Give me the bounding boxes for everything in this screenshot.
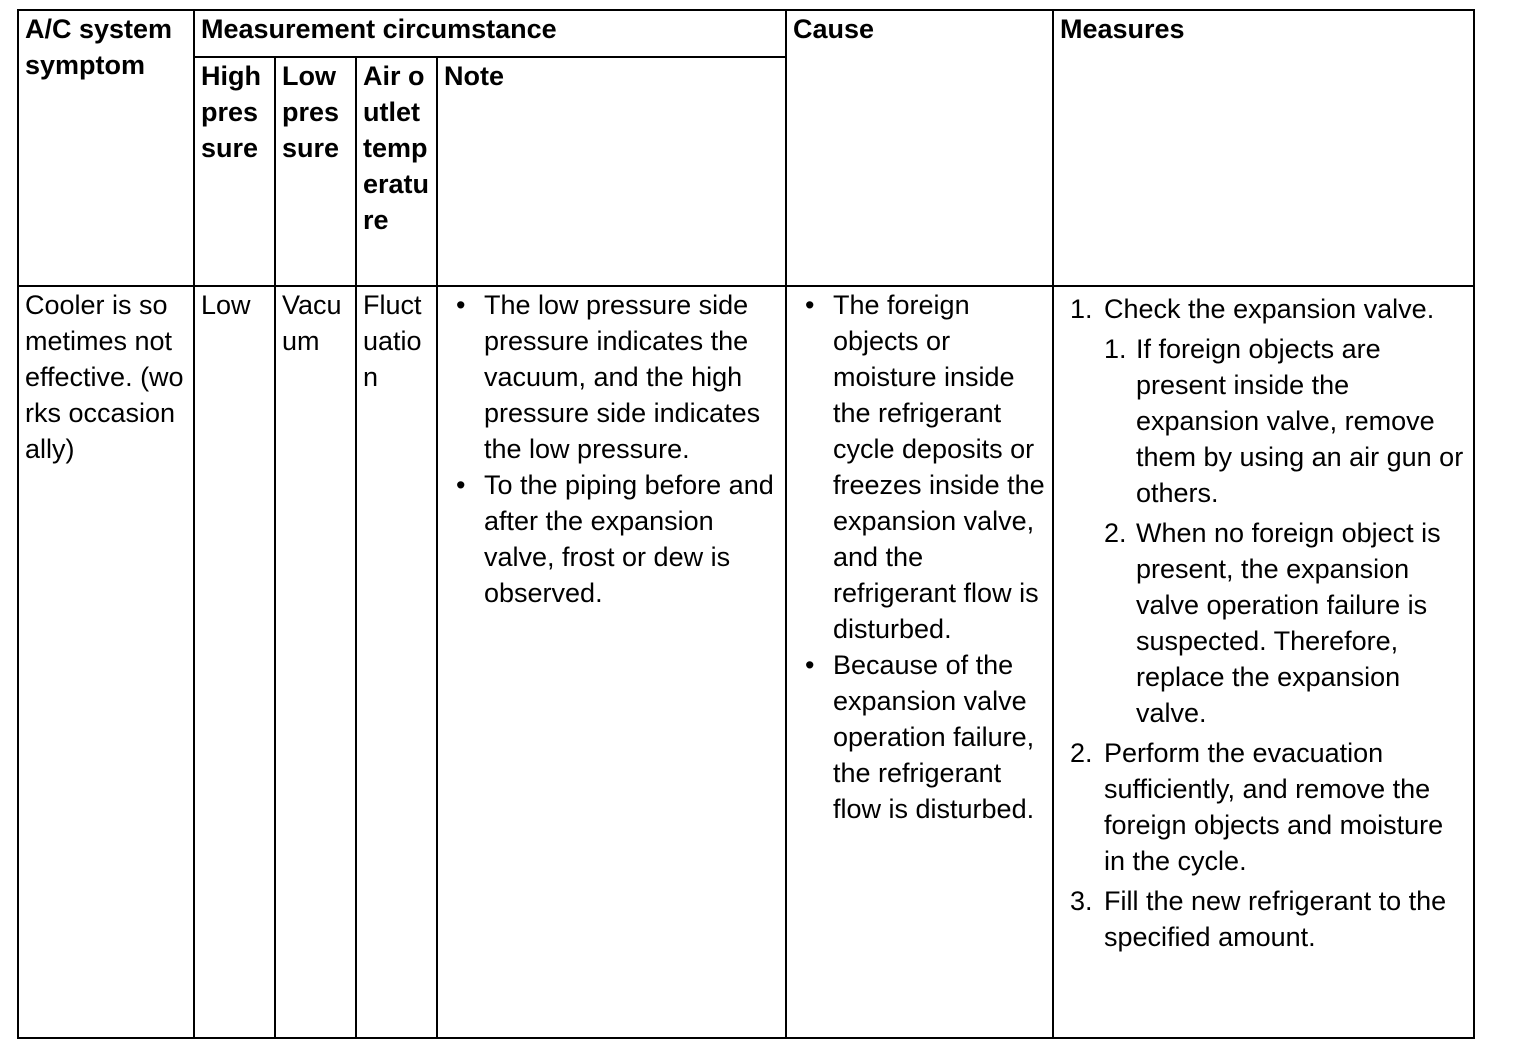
measure-substep-2 [1104,515,1467,731]
measure-substeps [1104,331,1467,731]
header-low-pressure: Low pressure [275,57,356,286]
cell-symptom: Cooler is sometimes not effective. (works occasionally) [18,286,194,1038]
table-row [18,286,1474,1038]
note-item: • The low pressure side pressure indicates the vacuum, and the high pressure side indicates the low pressure. [444,287,779,467]
cell-note [437,286,786,1038]
header-cause: Cause [786,10,1053,286]
substep-text: When no foreign object is present, the expansion valve operation failure is suspected. Therefore, replace the expansion valve. [1136,518,1441,728]
header-high-pressure: High pressure [194,57,275,286]
cell-high-pressure: Low [194,286,275,1038]
measures-list [1070,291,1467,955]
header-row-1 [18,10,1474,57]
measure-step-1 [1070,291,1467,731]
substep-number: 2. [1104,518,1127,548]
step-number: 2. [1070,738,1093,768]
cause-list [793,287,1046,827]
cell-air-outlet-temperature: Fluctuation [356,286,437,1038]
step-text: Fill the new refrigerant to the specified amount. [1104,886,1447,952]
header-measures: Measures [1053,10,1474,286]
substep-text: If foreign objects are present inside the expansion valve, remove them by using an air gun or others. [1136,334,1464,508]
cell-measures [1053,286,1474,1038]
header-air-outlet-temperature: Air outlet temperature [356,57,437,286]
header-symptom: A/C system symptom [18,10,194,286]
measure-step-3 [1070,883,1467,955]
note-item: • To the piping before and after the expansion valve, frost or dew is observed. [444,467,779,611]
header-measurement-circumstance: Measurement circumstance [194,10,786,57]
measure-step-2 [1070,735,1467,879]
cell-low-pressure: Vacuum [275,286,356,1038]
step-number: 1. [1070,294,1093,324]
step-text: Perform the evacuation sufficiently, and remove the foreign objects and moisture in the cycle. [1104,738,1444,876]
header-note: Note [437,57,786,286]
note-list [444,287,779,611]
step-number: 3. [1070,886,1093,916]
step-text: Check the expansion valve. [1104,294,1435,324]
cause-item: • Because of the expansion valve operation failure, the refrigerant flow is disturbed. [793,647,1046,827]
substep-number: 1. [1104,334,1127,364]
cell-cause [786,286,1053,1038]
measure-substep-1 [1104,331,1467,511]
document-page [17,9,1475,1039]
troubleshooting-table [17,9,1475,1039]
cause-item: • The foreign objects or moisture inside the refrigerant cycle deposits or freezes inside the expansion valve, and the refrigerant flow is disturbed. [793,287,1046,647]
